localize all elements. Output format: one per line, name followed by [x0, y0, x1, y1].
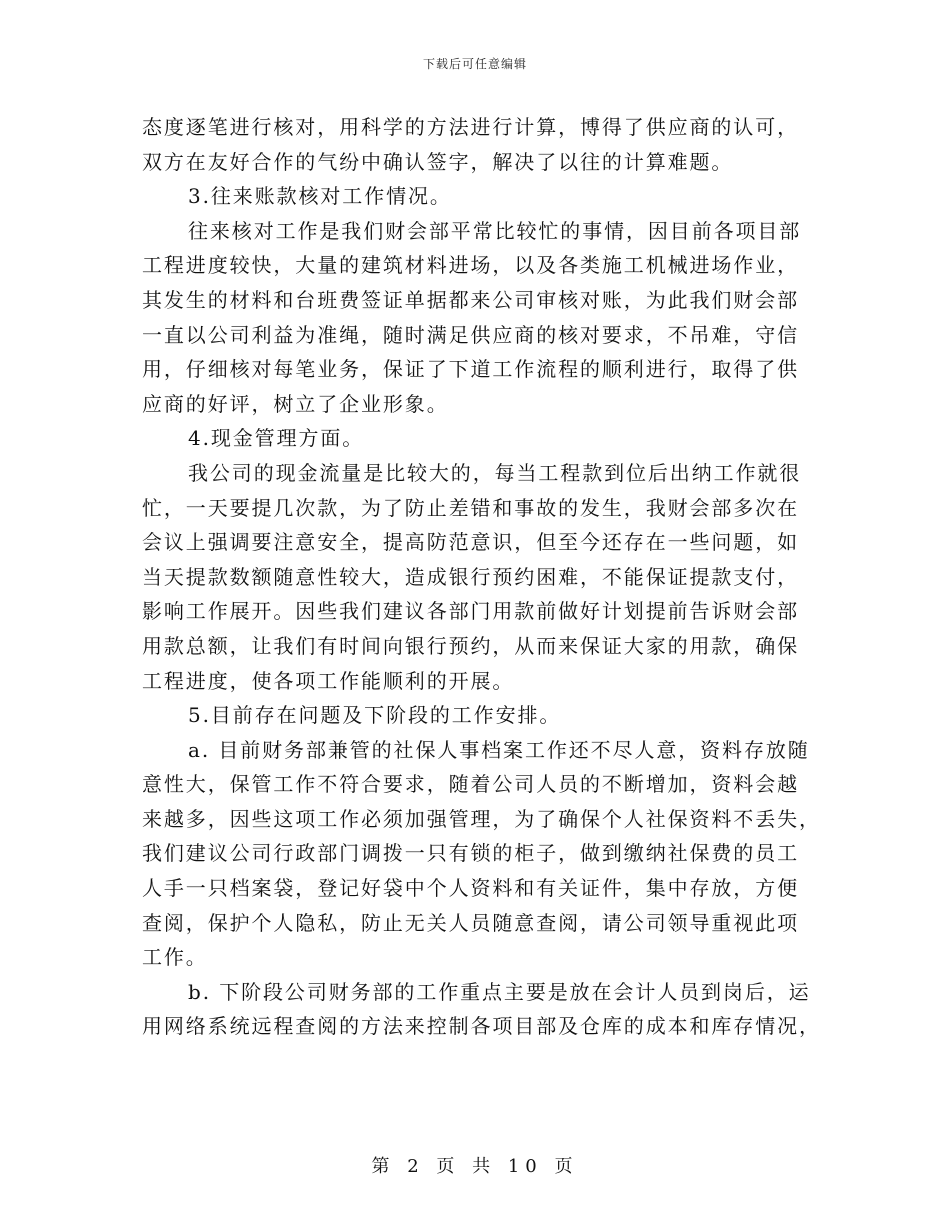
- text-line: 查阅，保护个人隐私，防止无关人员随意查阅，请公司领导重视此项: [142, 910, 799, 935]
- section-heading: 5.目前存在问题及下阶段的工作安排。: [188, 703, 562, 728]
- text-line: 工程进度，使各项工作能顺利的开展。: [142, 668, 515, 693]
- text-line: 意性大，保管工作不符合要求，随着公司人员的不断增加，资料会越: [142, 772, 799, 797]
- section-heading: 3.往来账款核对工作情况。: [188, 184, 452, 209]
- document-body: [142, 110, 821, 1044]
- page-number: 第 2 页 共 10 页: [371, 1156, 579, 1177]
- text-line: 用网络系统远程查阅的方法来控制各项目部及仓库的成本和库存情况，: [142, 1014, 821, 1039]
- page-header: 下载后可任意编辑: [422, 57, 527, 71]
- text-line: 其发生的材料和台班费签证单据都来公司审核对账，为此我们财会部: [142, 287, 799, 312]
- text-line: 我们建议公司行政部门调拨一只有锁的柜子，做到缴纳社保费的员工: [142, 841, 799, 866]
- text-line: 工作。: [142, 945, 208, 970]
- text-line: 应商的好评，树立了企业形象。: [142, 391, 449, 416]
- section-heading: 4.现金管理方面。: [188, 426, 365, 451]
- text-line: 态度逐笔进行核对，用科学的方法进行计算，博得了供应商的认可，: [142, 115, 799, 139]
- text-line: 当天提款数额随意性较大，造成银行预约困难，不能保证提款支付，: [142, 564, 799, 589]
- text-line: a. 目前财务部兼管的社保人事档案工作还不尽人意，资料存放随: [188, 737, 810, 762]
- text-line: 一直以公司利益为准绳，随时满足供应商的核对要求，不吊难，守信: [142, 322, 799, 347]
- text-line: 往来核对工作是我们财会部平常比较忙的事情，因目前各项目部: [188, 218, 802, 243]
- text-line: 我公司的现金流量是比较大的，每当工程款到位后出纳工作就很: [188, 460, 802, 485]
- text-line: 会议上强调要注意安全，提高防范意识，但至今还存在一些问题，如: [142, 530, 799, 555]
- text-line: 用款总额，让我们有时间向银行预约，从而来保证大家的用款，确保: [142, 633, 799, 658]
- text-line: 来越多，因些这项工作必须加强管理，为了确保个人社保资料不丢失，: [142, 806, 821, 831]
- text-line: 用，仔细核对每笔业务，保证了下道工作流程的顺利进行，取得了供: [142, 357, 799, 382]
- text-line: 工程进度较快，大量的建筑材料进场，以及各类施工机械进场作业，: [142, 253, 799, 278]
- text-line: 影响工作展开。因些我们建议各部门用款前做好计划提前告诉财会部: [142, 599, 799, 624]
- text-line: b. 下阶段公司财务部的工作重点主要是放在会计人员到岗后，运: [188, 979, 811, 1004]
- text-line: 人手一只档案袋，登记好袋中个人资料和有关证件，集中存放，方便: [142, 876, 799, 901]
- text-line: 忙，一天要提几次款，为了防止差错和事故的发生，我财会部多次在: [142, 495, 799, 520]
- text-line: 双方在友好合作的气纷中确认签字，解决了以往的计算难题。: [142, 149, 734, 174]
